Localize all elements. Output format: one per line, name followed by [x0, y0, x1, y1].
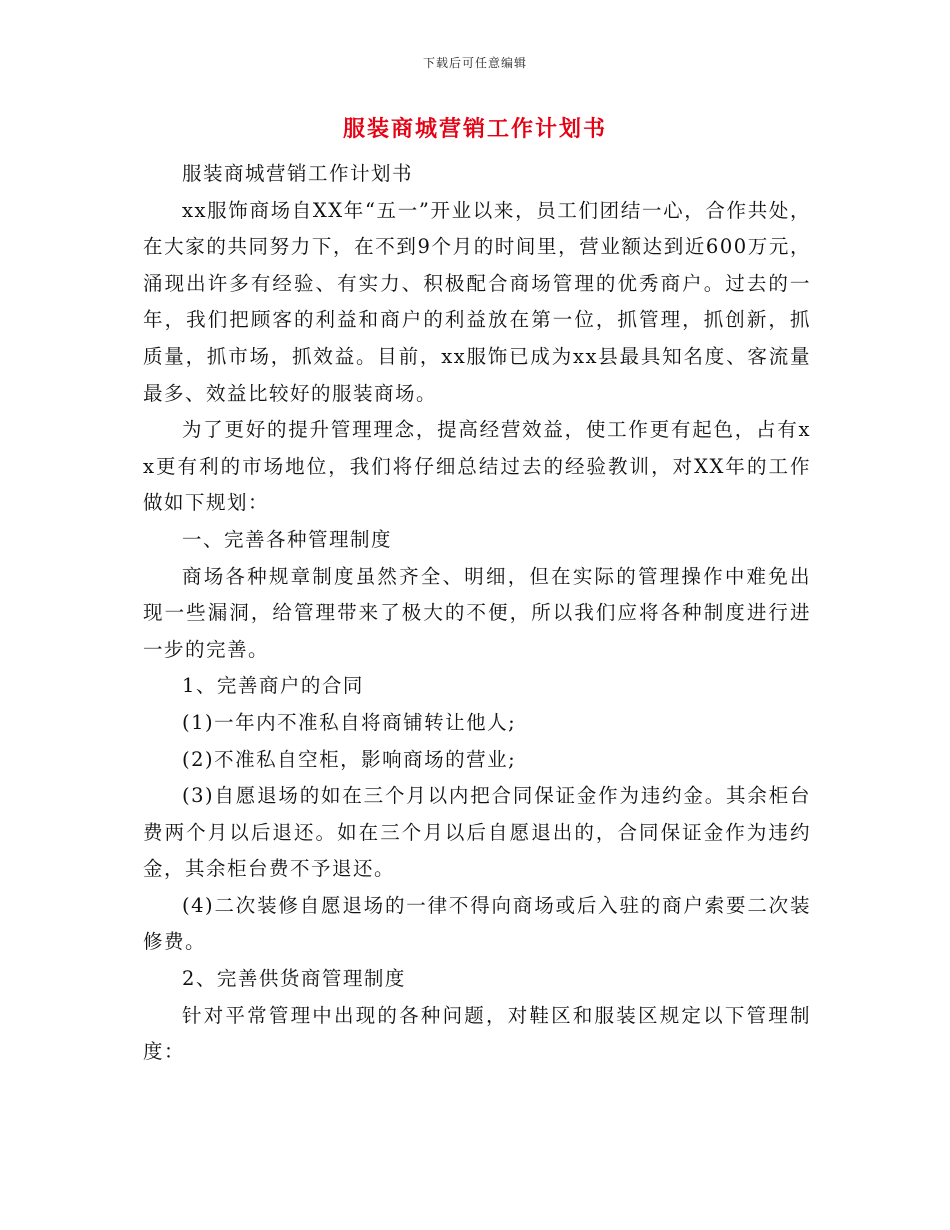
paragraph-plan: 为了更好的提升管理理念，提高经营效益，使工作更有起色，占有xx更有利的市场地位，我们将仔细总结过去的经验教训，对XX年的工作做如下规划：	[143, 418, 811, 515]
list-item-1: (1)一年内不准私自将商铺转让他人;	[182, 710, 517, 734]
paragraph-subtitle: 服装商城营销工作计划书	[182, 162, 414, 185]
header-note: 下载后可任意编辑	[422, 56, 527, 70]
subsection-heading-2: 2、完善供货商管理制度	[182, 967, 406, 991]
paragraph-section-1: 商场各种规章制度虽然齐全、明细，但在实际的管理操作中难免出现一些漏洞，给管理带来了极大的不便，所以我们应将各种制度进行进一步的完善。	[143, 564, 811, 661]
section-heading-1: 一、完善各种管理制度	[182, 527, 393, 551]
paragraph-section-2: 针对平常管理中出现的各种问题，对鞋区和服装区规定以下管理制度：	[143, 1003, 811, 1064]
list-item-2: (2)不准私自空柜，影响商场的营业;	[182, 747, 517, 771]
document-body	[143, 156, 811, 1071]
subsection-heading-1: 1、完善商户的合同	[182, 674, 364, 698]
list-item-4: (4)二次装修自愿退场的一律不得向商场或后入驻的商户索要二次装修费。	[143, 893, 811, 954]
paragraph-intro: xx服饰商场自XX年“五一”开业以来，员工们团结一心，合作共处，在大家的共同努力下，在不到9个月的时间里，营业额达到近600万元，涌现出许多有经验、有实力、积极配合商场管理的优秀商户。过去的一年，我们把顾客的利益和商户的利益放在第一位，抓管理，抓创新，抓质量，抓市场，抓效益。目前，xx服饰已成为xx县最具知名度、客流量最多、效益比较好的服装商场。	[143, 198, 811, 405]
document-title: 服装商城营销工作计划书	[342, 116, 607, 142]
list-item-3: (3)自愿退场的如在三个月以内把合同保证金作为违约金。其余柜台费两个月以后退还。如在三个月以后自愿退出的，合同保证金作为违约金，其余柜台费不予退还。	[143, 784, 811, 881]
